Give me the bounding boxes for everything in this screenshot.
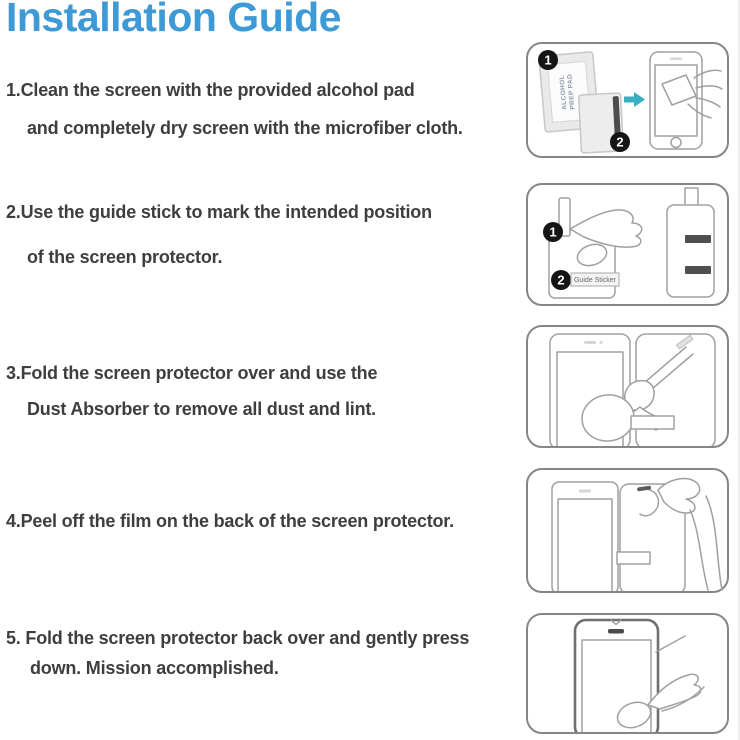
alcohol-pad-label-1: ALCOHOL [558, 74, 569, 111]
svg-text:1: 1 [549, 224, 557, 240]
step-1-illustration [528, 44, 727, 156]
guide-sticker-label [571, 273, 619, 286]
step-4-figure [526, 468, 729, 593]
step-badge-1 [543, 222, 563, 242]
step-1-line-1: 1.Clean the screen with the provided alcohol pad [6, 80, 415, 100]
step-5-figure [526, 613, 729, 734]
step-badge-2 [551, 270, 571, 290]
step-5-line-1: 5. Fold the screen protector back over and gently press [6, 628, 470, 648]
side-sticker-tab-icon [685, 235, 711, 243]
step-2-line-1: 2.Use the guide stick to mark the intended position [6, 202, 432, 222]
pull-tab-icon [617, 552, 650, 564]
svg-text:1: 1 [544, 52, 552, 68]
step-2-figure [526, 183, 729, 306]
step-2-illustration [528, 185, 727, 304]
side-sticker-tab-icon [685, 266, 711, 274]
step-3-figure [526, 325, 729, 448]
svg-text:2: 2 [557, 272, 565, 288]
pull-tab-icon [631, 416, 674, 429]
step-5-illustration [528, 615, 727, 732]
screen-protector-icon [667, 188, 714, 297]
alcohol-pad-label-2: PREP PAD [566, 73, 577, 110]
page-title: Installation Guide [6, 0, 341, 40]
step-4-illustration [528, 470, 727, 591]
phone-icon [552, 482, 618, 591]
arrow-right-icon [624, 92, 645, 107]
step-2-line-2: of the screen protector. [27, 247, 223, 267]
step-badge-2 [610, 132, 630, 152]
step-3-illustration [528, 327, 727, 446]
step-1-figure [526, 42, 729, 158]
dust-absorber-icon [644, 335, 693, 389]
step-3-line-2: Dust Absorber to remove all dust and lint. [27, 399, 376, 419]
step-1-line-2: and completely dry screen with the microfiber cloth. [27, 118, 463, 138]
step-5-line-2: down. Mission accomplished. [30, 658, 279, 678]
step-3-line-1: 3.Fold the screen protector over and use the [6, 363, 378, 383]
step-4-line-1: 4.Peel off the film on the back of the screen protector. [6, 511, 454, 531]
svg-text:2: 2 [616, 134, 624, 150]
step-badge-1 [538, 50, 558, 70]
svg-text:Guide Sticker: Guide Sticker [573, 277, 617, 284]
